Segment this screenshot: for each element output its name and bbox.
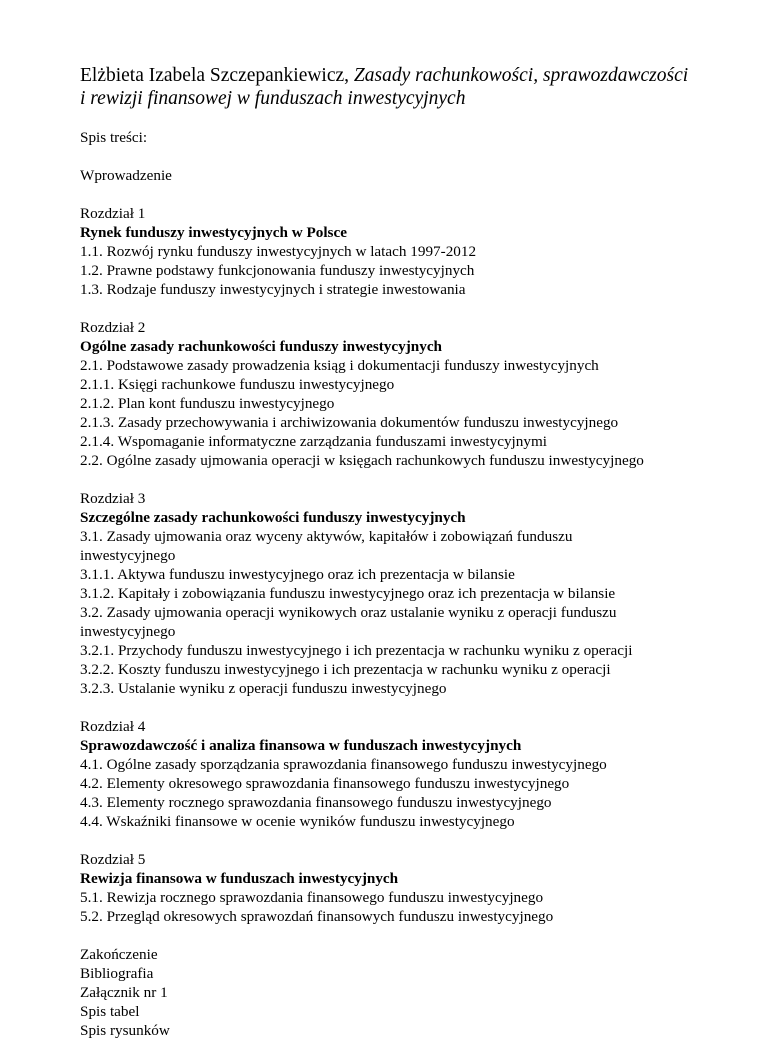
toc-item: 4.3. Elementy rocznego sprawozdania finansowego funduszu inwestycyjnego <box>80 794 552 811</box>
table-of-contents <box>80 128 760 1040</box>
toc-item: 3.2.1. Przychody funduszu inwestycyjnego i ich prezentacja w rachunku wyniku z operacji <box>80 642 633 659</box>
toc-item: 5.2. Przegląd okresowych sprawozdań finansowych funduszu inwestycyjnego <box>80 908 554 925</box>
book-title-part-2: i rewizji finansowej w funduszach inwestycyjnych <box>80 88 466 109</box>
toc-item: 2.1.2. Plan kont funduszu inwestycyjnego <box>80 395 335 412</box>
chapter-title: Ogólne zasady rachunkowości funduszy inwestycyjnych <box>80 338 443 355</box>
toc-item: 4.2. Elementy okresowego sprawozdania finansowego funduszu inwestycyjnego <box>80 775 570 792</box>
chapter-5 <box>80 850 760 926</box>
toc-item: 1.1. Rozwój rynku funduszy inwestycyjnych w latach 1997-2012 <box>80 243 477 260</box>
toc-item: 4.1. Ogólne zasady sporządzania sprawozdania finansowego funduszu inwestycyjnego <box>80 756 607 773</box>
chapter-label: Rozdział 5 <box>80 851 146 868</box>
toc-label: Spis treści: <box>80 129 148 146</box>
chapter-1 <box>80 204 760 299</box>
toc-intro: Wprowadzenie <box>80 167 172 184</box>
toc-item: 2.2. Ogólne zasady ujmowania operacji w księgach rachunkowych funduszu inwestycyjnego <box>80 452 644 469</box>
title-line-1 <box>80 64 760 87</box>
toc-item: 2.1.4. Wspomaganie informatyczne zarządzania funduszami inwestycyjnymi <box>80 433 547 450</box>
toc-item-continuation: inwestycyjnego <box>80 623 176 640</box>
chapter-title: Szczególne zasady rachunkowości funduszy inwestycyjnych <box>80 509 466 526</box>
toc-item: 1.2. Prawne podstawy funkcjonowania funduszy inwestycyjnych <box>80 262 475 279</box>
toc-item: 2.1. Podstawowe zasady prowadzenia ksiąg i dokumentacji funduszy inwestycyjnych <box>80 357 599 374</box>
toc-item: 3.2.3. Ustalanie wyniku z operacji funduszu inwestycyjnego <box>80 680 447 697</box>
toc-item: 5.1. Rewizja rocznego sprawozdania finansowego funduszu inwestycyjnego <box>80 889 544 906</box>
toc-item: 1.3. Rodzaje funduszy inwestycyjnych i strategie inwestowania <box>80 281 466 298</box>
document-page <box>80 64 760 1059</box>
toc-item: 3.1.1. Aktywa funduszu inwestycyjnego oraz ich prezentacja w bilansie <box>80 566 515 583</box>
chapter-label: Rozdział 3 <box>80 490 146 507</box>
toc-item-conclusion: Zakończenie <box>80 946 158 963</box>
toc-item: 2.1.3. Zasady przechowywania i archiwizowania dokumentów funduszu inwestycyjnego <box>80 414 619 431</box>
toc-item-bibliography: Bibliografia <box>80 965 154 982</box>
chapter-label: Rozdział 1 <box>80 205 146 222</box>
toc-item: 4.4. Wskaźniki finansowe w ocenie wyników funduszu inwestycyjnego <box>80 813 515 830</box>
toc-item: 3.2. Zasady ujmowania operacji wynikowych oraz ustalanie wyniku z operacji funduszu <box>80 604 617 621</box>
document-title <box>80 64 760 110</box>
chapter-3 <box>80 489 760 698</box>
chapter-label: Rozdział 2 <box>80 319 146 336</box>
chapter-title: Rynek funduszy inwestycyjnych w Polsce <box>80 224 347 241</box>
book-title-part-1: Zasady rachunkowości, sprawozdawczości <box>353 65 689 86</box>
toc-item-figures-list: Spis rysunków <box>80 1022 170 1039</box>
closing-sections <box>80 945 760 1040</box>
chapter-label: Rozdział 4 <box>80 718 146 735</box>
toc-item-continuation: inwestycyjnego <box>80 547 176 564</box>
toc-item: 2.1.1. Księgi rachunkowe funduszu inwestycyjnego <box>80 376 395 393</box>
toc-item: 3.1. Zasady ujmowania oraz wyceny aktywów, kapitałów i zobowiązań funduszu <box>80 528 573 545</box>
author-name: Elżbieta Izabela Szczepankiewicz, <box>80 65 350 86</box>
chapter-title: Rewizja finansowa w funduszach inwestycyjnych <box>80 870 399 887</box>
chapter-4 <box>80 717 760 831</box>
toc-item-appendix: Załącznik nr 1 <box>80 984 168 1001</box>
chapter-title: Sprawozdawczość i analiza finansowa w funduszach inwestycyjnych <box>80 737 522 754</box>
toc-item-tables-list: Spis tabel <box>80 1003 140 1020</box>
toc-item: 3.2.2. Koszty funduszu inwestycyjnego i ich prezentacja w rachunku wyniku z operacji <box>80 661 611 678</box>
toc-item: 3.1.2. Kapitały i zobowiązania funduszu inwestycyjnego oraz ich prezentacja w bilansie <box>80 585 616 602</box>
chapter-2 <box>80 318 760 470</box>
